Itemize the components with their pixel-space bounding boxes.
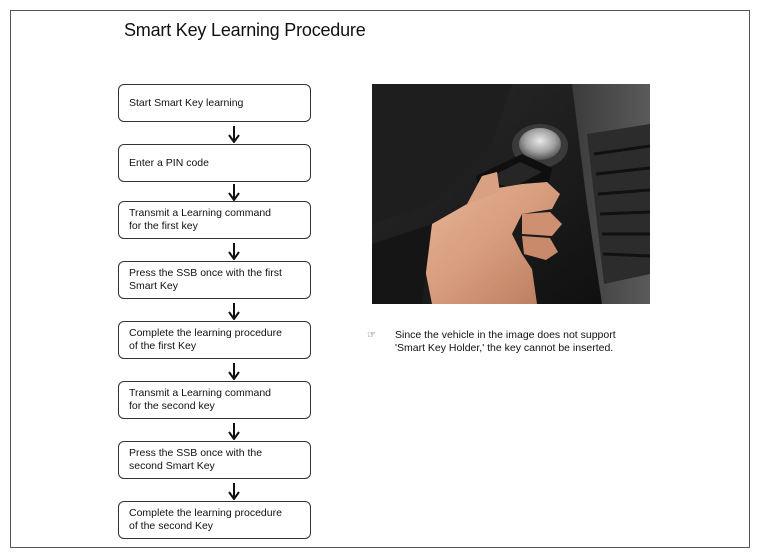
step-complete-first bbox=[118, 321, 311, 359]
arrow-down-icon bbox=[227, 302, 241, 320]
step-transmit-first bbox=[118, 201, 311, 239]
step-start-learning bbox=[118, 84, 311, 122]
arrow-down-icon bbox=[227, 183, 241, 201]
arrow-down-icon bbox=[227, 482, 241, 500]
step-press-ssb-second bbox=[118, 441, 311, 479]
step-label: Transmit a Learning command for the first key bbox=[129, 207, 272, 232]
pointing-hand-icon: ☞ bbox=[367, 330, 376, 341]
smart-key-image bbox=[372, 84, 650, 304]
arrow-down-icon bbox=[227, 125, 241, 143]
smart-key-photo bbox=[372, 84, 650, 304]
step-label: Transmit a Learning command for the second key bbox=[129, 387, 272, 412]
step-label: Enter a PIN code bbox=[129, 156, 209, 169]
step-label: Complete the learning procedure of the first Key bbox=[129, 327, 282, 352]
step-transmit-second bbox=[118, 381, 311, 419]
step-press-ssb-first bbox=[118, 261, 311, 299]
step-label: Complete the learning procedure of the second Key bbox=[129, 507, 282, 532]
arrow-down-icon bbox=[227, 362, 241, 380]
arrow-down-icon bbox=[227, 422, 241, 440]
note-text: Since the vehicle in the image does not support 'Smart Key Holder,' the key cannot be inserted. bbox=[395, 329, 616, 354]
step-label: Press the SSB once with the first Smart Key bbox=[129, 267, 282, 292]
step-label: Start Smart Key learning bbox=[129, 96, 244, 109]
step-label: Press the SSB once with the second Smart Key bbox=[129, 447, 263, 472]
arrow-down-icon bbox=[227, 242, 241, 260]
note bbox=[367, 329, 667, 355]
step-enter-pin bbox=[118, 144, 311, 182]
page-title: Smart Key Learning Procedure bbox=[124, 20, 366, 40]
step-complete-second bbox=[118, 501, 311, 539]
